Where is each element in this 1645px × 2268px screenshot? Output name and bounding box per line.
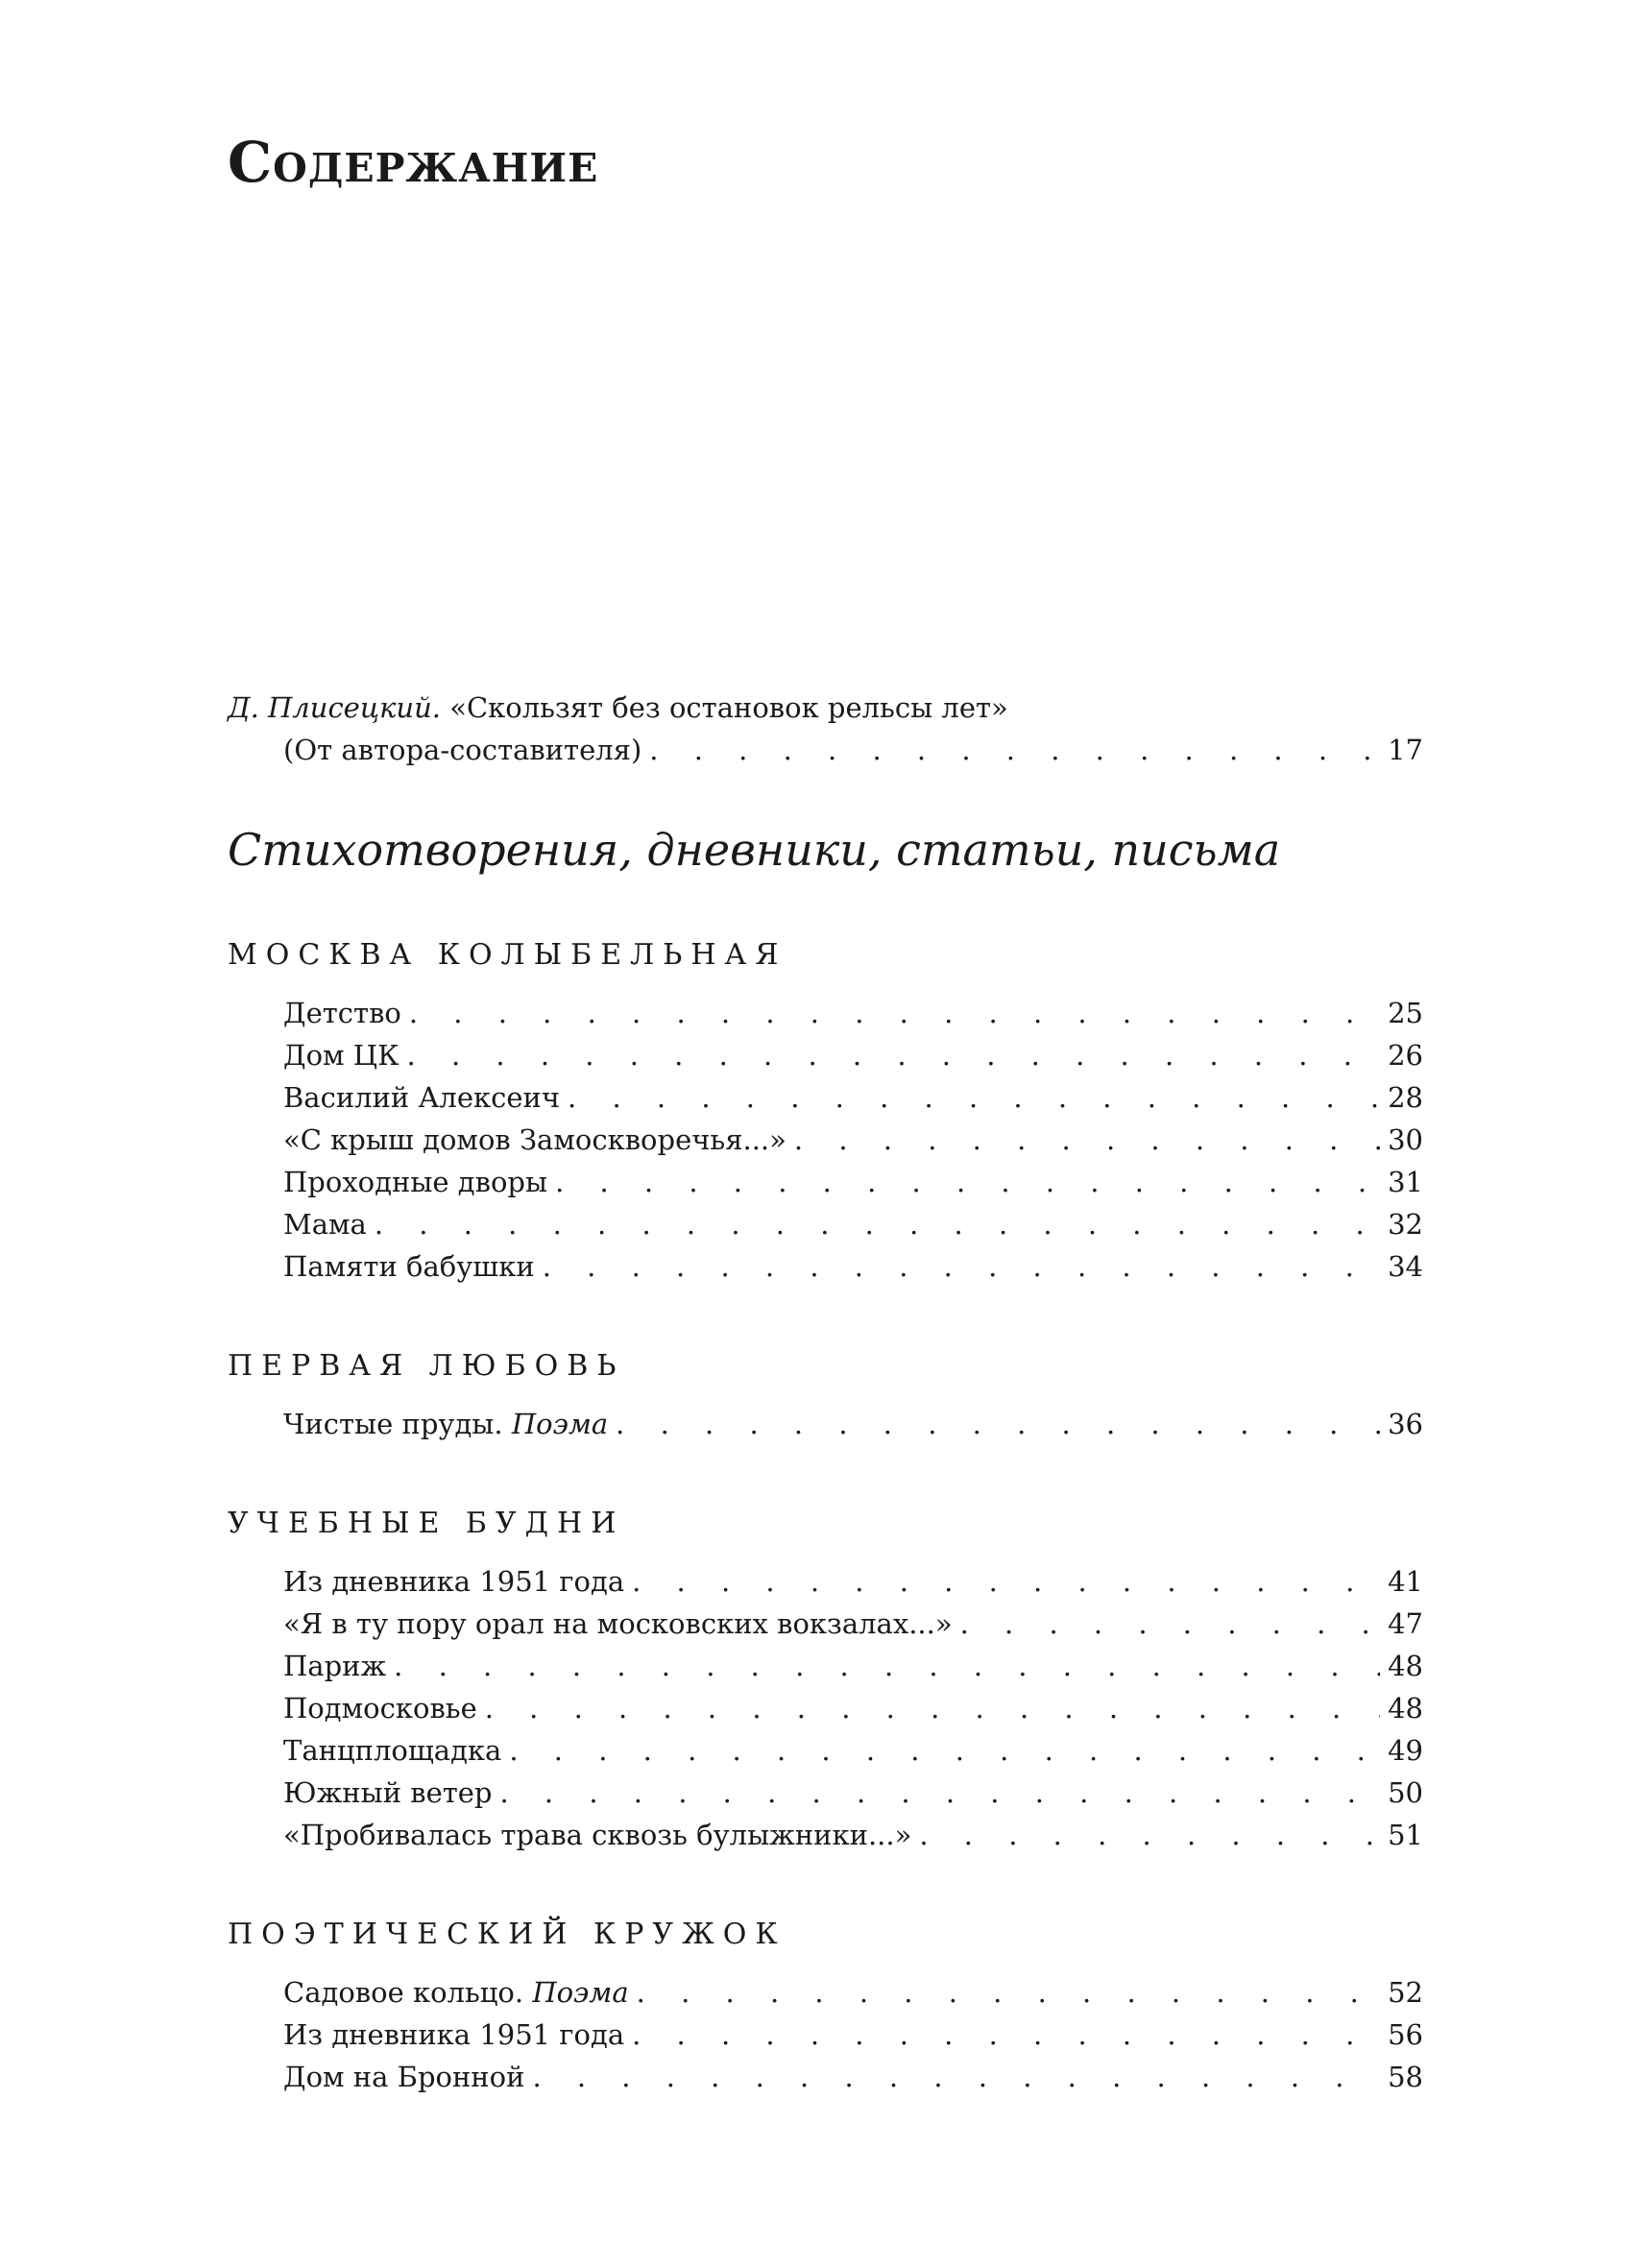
dot-leader [532, 2056, 1380, 2098]
page-number: 51 [1388, 1819, 1423, 1851]
entry-title [283, 1814, 911, 1856]
dot-leader [485, 1687, 1380, 1729]
entry-title-text: Из дневника 1951 года [283, 2018, 625, 2051]
page-number: 58 [1388, 2061, 1423, 2093]
dot-leader [409, 992, 1380, 1034]
dot-leader [919, 1814, 1380, 1856]
dot-leader [637, 1971, 1380, 2014]
entry-title [283, 1034, 399, 1076]
section-title: МОСКВА КОЛЫБЕЛЬНАЯ [228, 938, 787, 972]
toc-entry[interactable] [283, 2056, 1423, 2098]
dot-leader [632, 2014, 1380, 2056]
entry-title-text: Париж [283, 1650, 387, 1682]
page-number: 48 [1388, 1692, 1423, 1725]
entry-title [283, 1645, 386, 1687]
toc-entry[interactable] [283, 1603, 1423, 1645]
entry-genre: Поэма [532, 1976, 629, 2009]
entry-title [283, 1603, 953, 1645]
toc-entry[interactable] [283, 1245, 1423, 1288]
toc-section [228, 936, 1423, 1288]
toc-entry[interactable] [283, 1034, 1423, 1076]
entry-title-text: «Я в ту пору орал на московских вокзалах...» [283, 1607, 953, 1640]
entry-title-text: Василий Алексеич [283, 1081, 561, 1114]
toc-entry[interactable] [283, 1560, 1423, 1603]
entry-title-text: Мама [283, 1208, 367, 1241]
page-number: 30 [1388, 1123, 1423, 1156]
toc-entry[interactable] [283, 1687, 1423, 1729]
section-entries [283, 1403, 1423, 1445]
dot-leader [407, 1034, 1381, 1076]
dot-leader [649, 729, 1380, 771]
section-entries [283, 1971, 1423, 2098]
entry-title-text: Подмосковье [283, 1692, 477, 1725]
toc-entry[interactable] [283, 1403, 1423, 1445]
entry-title [283, 1772, 493, 1814]
dot-leader [394, 1645, 1380, 1687]
page-title: Содержание [228, 130, 599, 195]
page-number: 48 [1388, 1650, 1423, 1682]
intro-line-1 [228, 687, 1423, 729]
dot-leader [555, 1161, 1380, 1203]
entry-title [283, 992, 401, 1034]
entry-title-text: Дом ЦК [283, 1039, 399, 1072]
toc-entry[interactable] [283, 992, 1423, 1034]
entry-title [283, 1161, 547, 1203]
entry-title [283, 1245, 535, 1288]
entry-title [283, 1203, 367, 1245]
intro-line-2 [228, 729, 1423, 771]
page-number: 31 [1388, 1166, 1423, 1198]
entry-title [283, 1687, 477, 1729]
page-number: 32 [1388, 1208, 1423, 1241]
dot-leader [500, 1772, 1381, 1814]
entry-title [283, 1729, 501, 1772]
toc-section [228, 1505, 1423, 1856]
section-title: ПОЭТИЧЕСКИЙ КРУЖОК [228, 1918, 786, 1951]
entry-genre: Поэма [511, 1408, 609, 1440]
toc-entry[interactable] [283, 1076, 1423, 1119]
toc-entry[interactable] [283, 1971, 1423, 2014]
toc-entry[interactable] [283, 1772, 1423, 1814]
toc-entry[interactable] [283, 1645, 1423, 1687]
entry-title-text: Проходные дворы [283, 1166, 548, 1198]
entry-title-text: Из дневника 1951 года [283, 1565, 625, 1598]
page-number: 50 [1388, 1776, 1423, 1809]
part-heading: Стихотворения, дневники, статьи, письма [228, 824, 1281, 876]
entry-title [283, 1076, 560, 1119]
page-number: 17 [1388, 734, 1423, 766]
dot-leader [794, 1119, 1380, 1161]
page-number: 28 [1388, 1081, 1423, 1114]
dot-leader [568, 1076, 1380, 1119]
entry-title [283, 1560, 624, 1603]
intro-entry[interactable] [228, 687, 1423, 771]
entry-title-text: Детство [283, 997, 401, 1029]
entry-title [283, 2014, 624, 2056]
toc-section [228, 1916, 1423, 2098]
entry-title-text: «С крыш домов Замоскворечья...» [283, 1123, 786, 1156]
page-number: 56 [1388, 2018, 1423, 2051]
intro-title: «Скользят без остановок рельсы лет» [449, 691, 1008, 724]
dot-leader [543, 1245, 1380, 1288]
entry-title-text: «Пробивалась трава сквозь булыжники...» [283, 1819, 912, 1851]
intro-author: Д. Плисецкий. [228, 691, 441, 724]
entry-title-text: Памяти бабушки [283, 1250, 535, 1283]
section-entries [283, 1560, 1423, 1856]
section-title: УЧЕБНЫЕ БУДНИ [228, 1507, 625, 1540]
page-number: 41 [1388, 1565, 1423, 1598]
page-number: 47 [1388, 1607, 1423, 1640]
dot-leader [375, 1203, 1380, 1245]
entry-title [283, 1971, 629, 2014]
toc-entry[interactable] [283, 1119, 1423, 1161]
section-title: ПЕРВАЯ ЛЮБОВЬ [228, 1349, 625, 1383]
entry-title-text: Южный ветер [283, 1776, 493, 1809]
page-number: 26 [1388, 1039, 1423, 1072]
page-number: 52 [1388, 1976, 1423, 2009]
intro-subtitle: (От автора-составителя) [283, 734, 642, 766]
dot-leader [509, 1729, 1380, 1772]
dot-leader [616, 1403, 1380, 1445]
entry-title-text: Танцплощадка [283, 1734, 502, 1767]
entry-title [283, 1119, 786, 1161]
entry-title-text: Дом на Бронной [283, 2061, 525, 2093]
dot-leader [632, 1560, 1380, 1603]
toc-entry[interactable] [283, 1203, 1423, 1245]
toc-entry[interactable] [283, 2014, 1423, 2056]
entry-title-text: Чистые пруды. [283, 1408, 512, 1440]
dot-leader [960, 1603, 1380, 1645]
toc-entry[interactable] [283, 1729, 1423, 1772]
page-number: 49 [1388, 1734, 1423, 1767]
page-number: 36 [1388, 1408, 1423, 1440]
page-number: 34 [1388, 1250, 1423, 1283]
toc-entry[interactable] [283, 1161, 1423, 1203]
toc-entry[interactable] [283, 1814, 1423, 1856]
page-number: 25 [1388, 997, 1423, 1029]
toc-section [228, 1347, 1423, 1445]
section-entries [283, 992, 1423, 1288]
entry-title [283, 2056, 524, 2098]
entry-title [283, 1403, 608, 1445]
toc-sections [228, 936, 1423, 2158]
entry-title-text: Садовое кольцо. [283, 1976, 533, 2009]
